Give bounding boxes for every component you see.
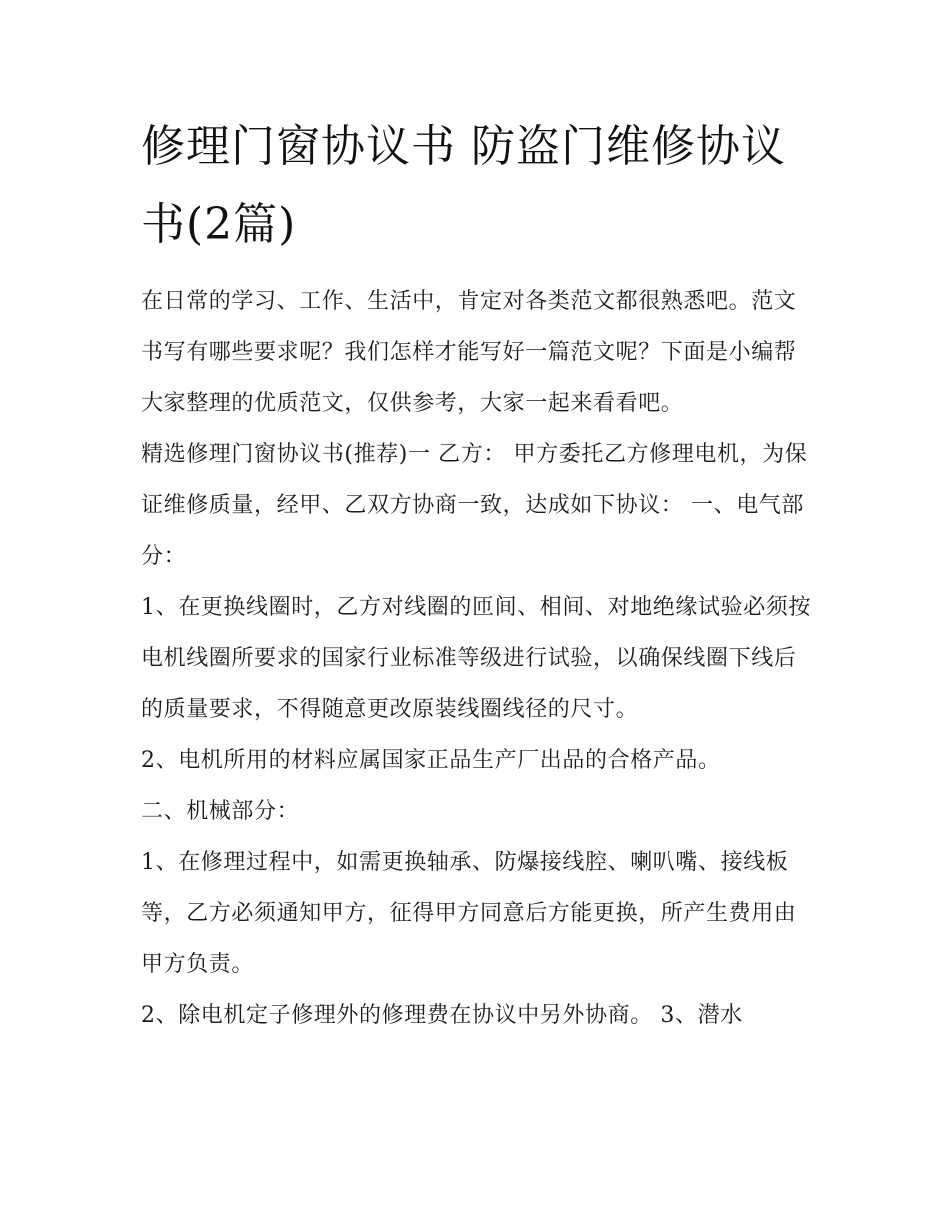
section-heading-mechanical: 二、机械部分： <box>141 799 300 824</box>
document-body <box>141 276 817 1041</box>
paragraph-electrical-item-2: 2、电机所用的材料应属国家正品生产厂出品的合格产品。 <box>141 748 721 773</box>
document-title: 修理门窗协议书 防盗门维修协议书(2篇) <box>141 121 786 250</box>
paragraph-mechanical-item-2: 2、除电机定子修理外的修理费在协议中另外协商。 3、潜水 <box>141 1003 743 1028</box>
paragraph-intro: 在日常的学习、工作、生活中，肯定对各类范文都很熟悉吧。范文书写有哪些要求呢？我们怎样才能写好一篇范文呢？下面是小编帮大家整理的优质范文，仅供参考，大家一起来看看吧。 <box>141 289 797 416</box>
paragraph-agreement-opening: 精选修理门窗协议书(推荐)一 乙方： 甲方委托乙方修理电机，为保证维修质量，经甲、乙双方协商一致，达成如下协议： 一、电气部分： <box>141 442 808 569</box>
paragraph-electrical-item-1: 1、在更换线圈时，乙方对线圈的匝间、相间、对地绝缘试验必须按电机线圈所要求的国家行业标准等级进行试验，以确保线圈下线后的质量要求，不得随意更改原装线圈线径的尺寸。 <box>141 595 811 722</box>
paragraph-mechanical-item-1: 1、在修理过程中，如需更换轴承、防爆接线腔、喇叭嘴、接线板等，乙方必须通知甲方，征得甲方同意后方能更换，所产生费用由甲方负责。 <box>141 850 797 977</box>
